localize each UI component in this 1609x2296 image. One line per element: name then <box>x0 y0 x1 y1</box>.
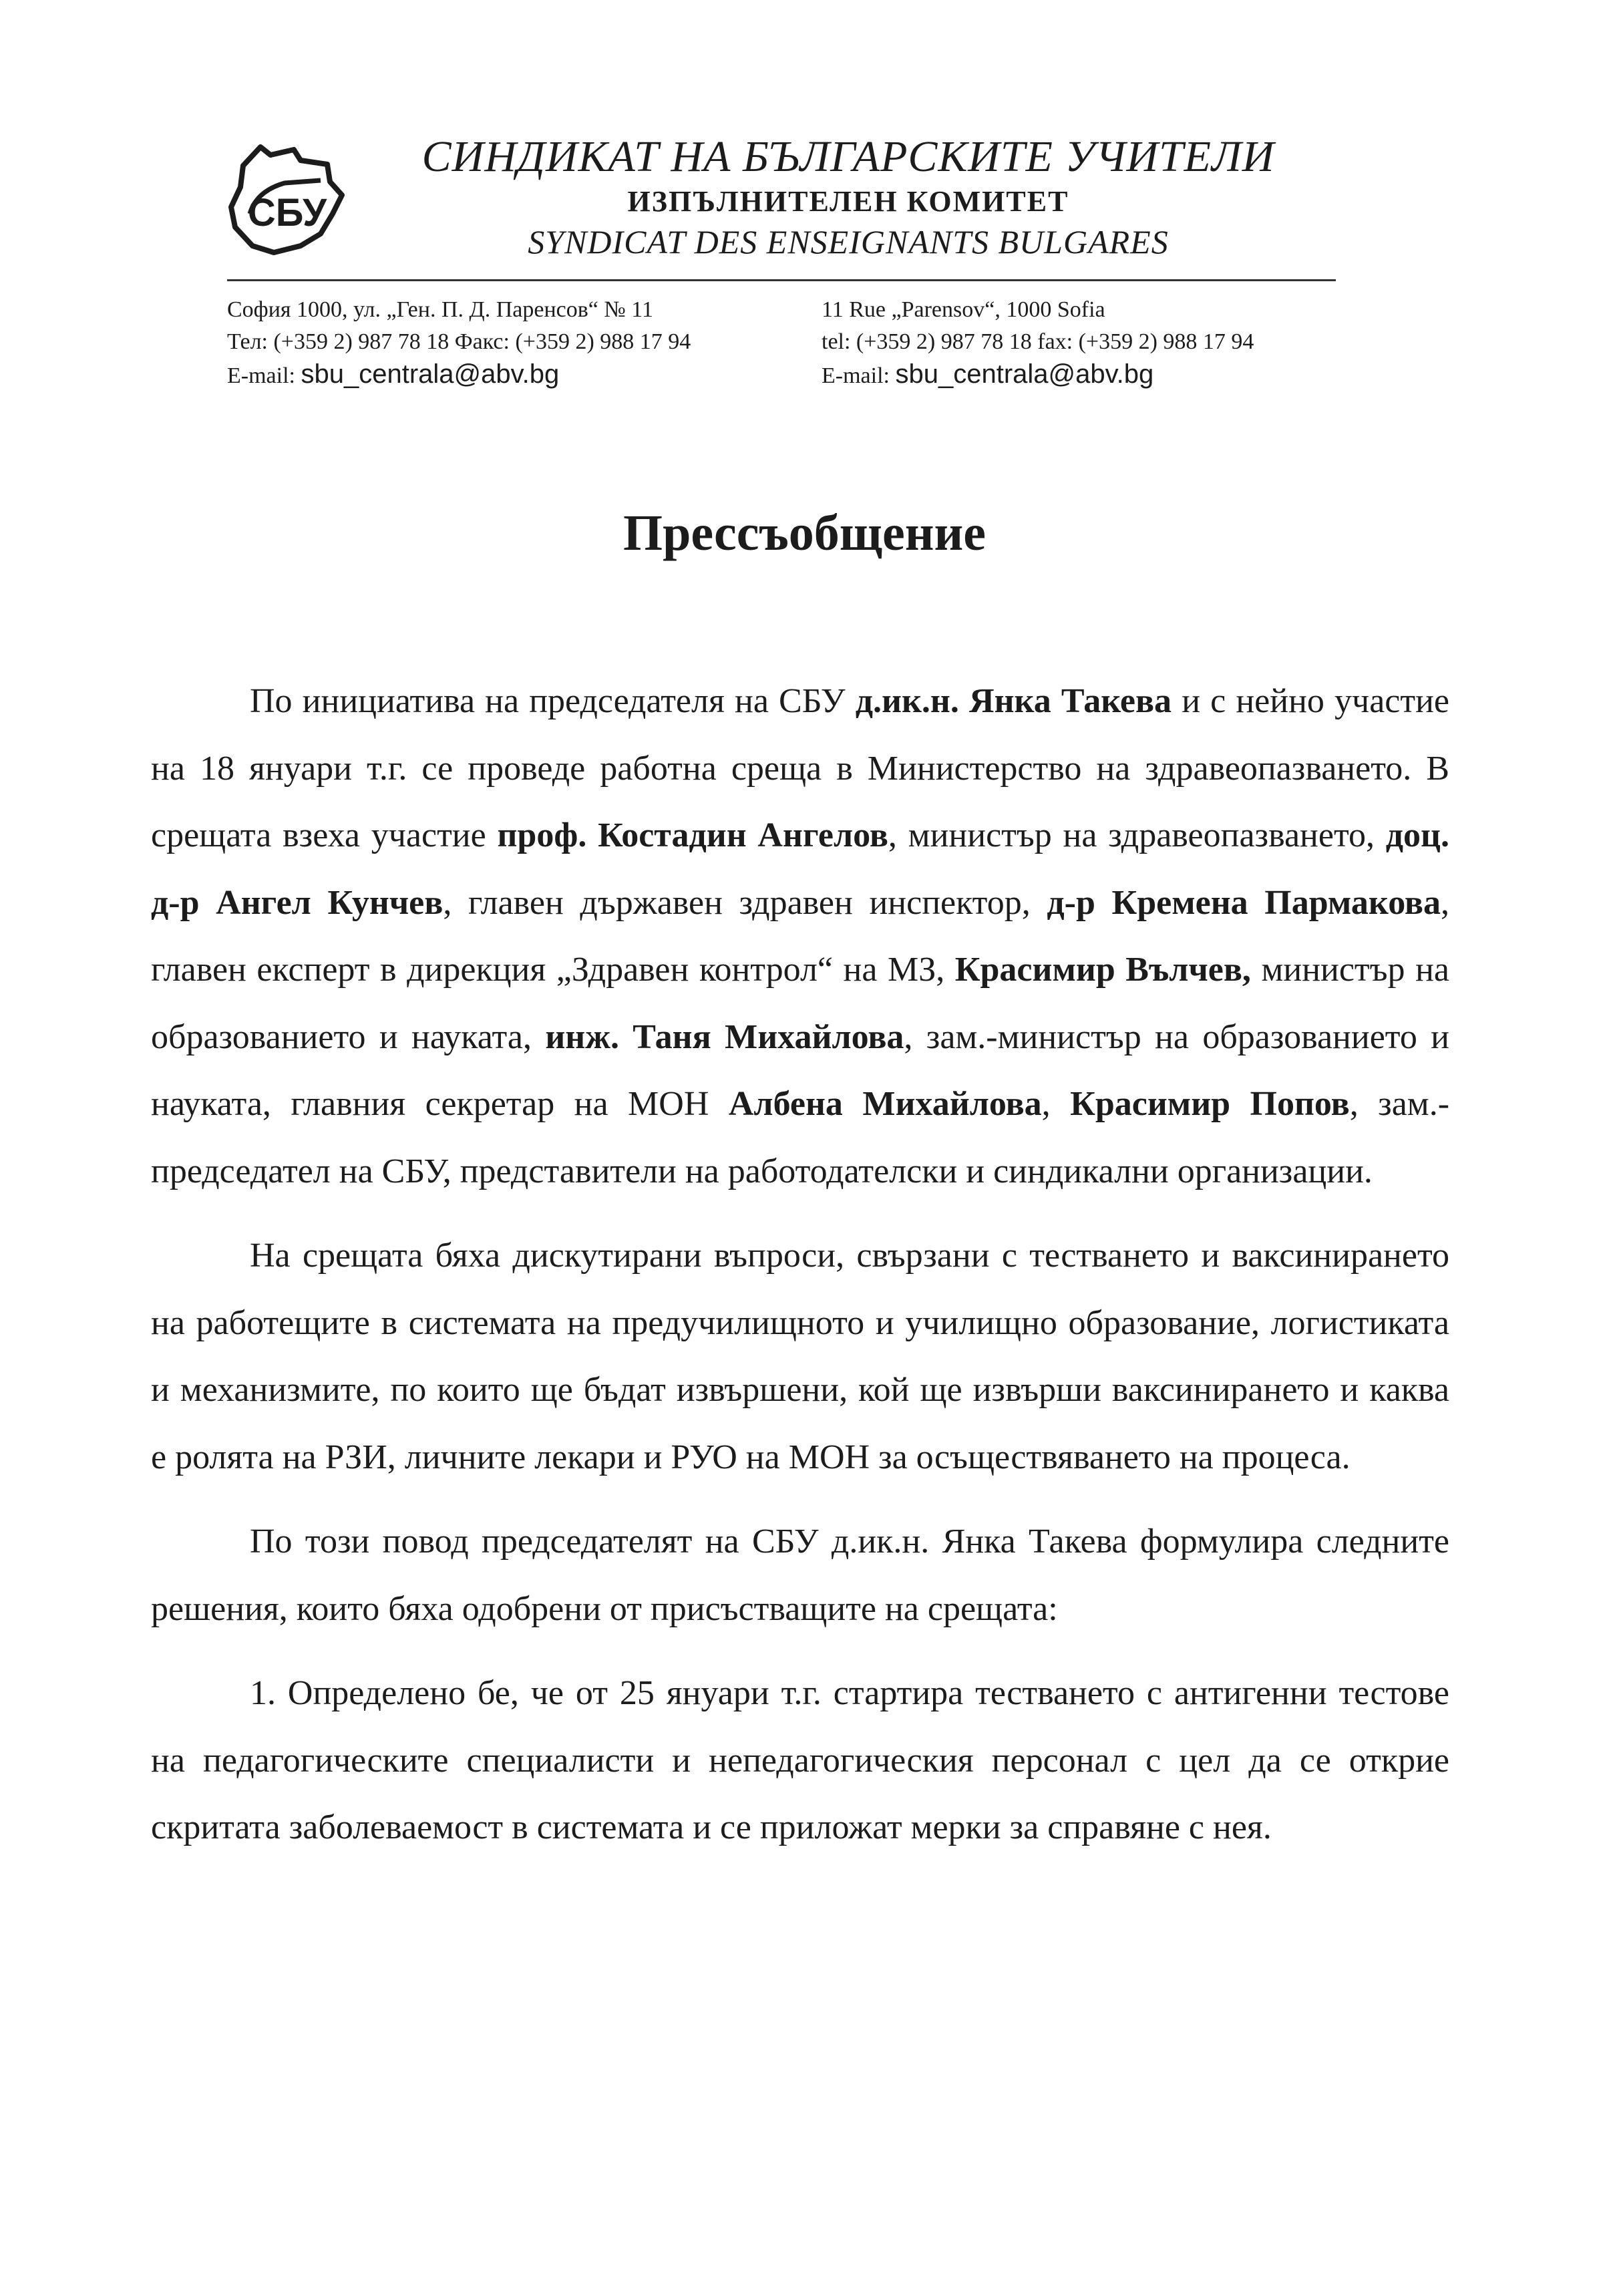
paragraph-4: 1. Определено бе, че от 25 януари т.г. стартира тестването с антигенни тестове на педагогическите специалисти и непедагогическия персонал с цел да се открие скритата заболеваемост в системата и се приложат мерки за справяне с нея. <box>151 1674 1449 1846</box>
p1-bold-1: д.ик.н. Янка Такева <box>855 682 1172 720</box>
phones-fr: tel: (+359 2) 987 78 18 fax: (+359 2) 988 17 94 <box>822 329 1254 354</box>
p1-text-5: , главен експерт в дирекция „Здравен контрол“ на МЗ, <box>151 883 1449 989</box>
logo-letters: СБУ <box>247 191 327 234</box>
p1-bold-6: инж. Таня Михайлова <box>545 1017 904 1056</box>
email-link-fr[interactable]: sbu_centrala@abv.bg <box>895 359 1154 389</box>
phones-bg: Тел: (+359 2) 987 78 18 Факс: (+359 2) 988 17 94 <box>227 329 691 354</box>
address-fr: 11 Rue „Parensov“, 1000 Sofia <box>822 297 1105 322</box>
email-label-bg: E-mail: <box>227 363 295 388</box>
p1-text-9: , зам.-председател на СБУ, представители на работодателски и синдикални организации. <box>151 1085 1450 1190</box>
contact-fr <box>822 294 1254 392</box>
header-divider <box>227 279 1336 281</box>
p1-bold-3: доц. д-р Ангел Кунчев <box>151 816 1449 922</box>
p1-text-1: По инициатива на председателя на СБУ <box>250 682 856 720</box>
org-name-fr: SYNDICAT DES ENSEIGNANTS BULGARES <box>528 223 1169 261</box>
letterhead <box>347 130 1349 264</box>
p1-bold-8: Красимир Попов <box>1070 1085 1350 1123</box>
p1-text-8: , <box>1041 1085 1071 1123</box>
paragraph-3: По този повод председателят на СБУ д.ик.н. Янка Такева формулира следните решения, които бяха одобрени от присъстващите на срещата: <box>151 1522 1449 1628</box>
org-name: СИНДИКАТ НА БЪЛГАРСКИТЕ УЧИТЕЛИ <box>421 132 1275 181</box>
union-logo <box>220 134 354 267</box>
address-bg: София 1000, ул. „Ген. П. Д. Паренсов“ № 11 <box>227 297 654 322</box>
paragraph-1 <box>151 668 1449 1205</box>
p1-text-3: , министър на здравеопазването, <box>888 816 1386 854</box>
p1-text-7: , зам.-министър на образованието и науката, главния секретар на МОН <box>151 1017 1449 1123</box>
org-subtitle: ИЗПЪЛНИТЕЛЕН КОМИТЕТ <box>627 185 1069 218</box>
paragraph-2: На срещата бяха дискутирани въпроси, свързани с тестването и ваксинирането на работещите в системата на предучилищното и училищно образование, логистиката и механизмите, по които ще бъдат извършени, кой ще извърши ваксинирането и каква е ролята на РЗИ, личните лекари и РУО на МОН за осъществяването на процеса. <box>151 1237 1449 1476</box>
p1-bold-5: Красимир Вълчев, <box>954 951 1251 989</box>
contact-bg <box>227 294 691 392</box>
p1-text-6: министър на образованието и науката, <box>151 951 1449 1056</box>
email-row-fr <box>822 358 1254 392</box>
document-title: Прессъобщение <box>622 505 987 561</box>
document-body <box>151 668 1449 1862</box>
p1-bold-7: Албена Михайлова <box>728 1085 1042 1123</box>
email-link-bg[interactable]: sbu_centrala@abv.bg <box>301 359 560 389</box>
p1-text-4: , главен държавен здравен инспектор, <box>443 883 1047 922</box>
email-row-bg <box>227 358 691 392</box>
email-label-fr: E-mail: <box>822 363 890 388</box>
p1-text-2: и с нейно участие на 18 януари т.г. се проведе работна среща в Министерство на здравеопазването. В срещата взеха участие <box>151 682 1449 854</box>
p1-bold-4: д-р Кремена Пармакова <box>1047 883 1441 922</box>
p1-bold-2: проф. Костадин Ангелов <box>497 816 888 854</box>
